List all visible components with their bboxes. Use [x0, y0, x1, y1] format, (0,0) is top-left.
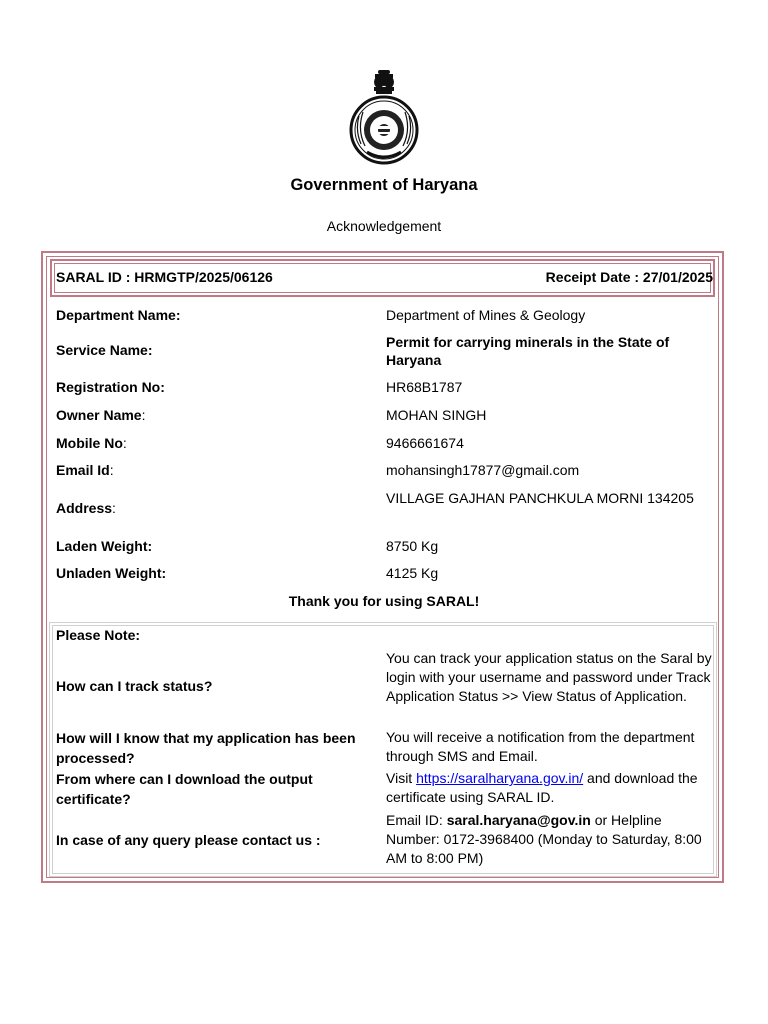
- faq-question-processed: How will I know that my application has been processed?: [56, 730, 356, 766]
- laden-weight-value: 8750 Kg: [386, 538, 439, 554]
- faq-answer-contact: Email ID: saral.haryana@gov.in or Helpline Number: 0172-3968400 (Monday to Saturday, 8:00 AM to 8:00 PM): [386, 812, 702, 866]
- contact-email: saral.haryana@gov.in: [446, 812, 591, 828]
- saral-id: SARAL ID : HRMGTP/2025/06126: [56, 269, 273, 285]
- page-subtitle: Acknowledgement: [326, 218, 442, 234]
- mobile-value: 9466661674: [386, 435, 464, 451]
- service-label: Service Name:: [56, 342, 153, 358]
- mobile-label: Mobile No:: [56, 435, 127, 451]
- department-label: Department Name:: [56, 307, 181, 323]
- note-title: Please Note:: [56, 627, 141, 643]
- saral-website-link[interactable]: https://saralharyana.gov.in/: [416, 770, 584, 786]
- faq-answer-track: You can track your application status on the Saral by login with your username and password under Track Application Status >> View Status of Application.: [386, 650, 712, 704]
- owner-label: Owner Name:: [56, 407, 146, 423]
- email-label: Email Id:: [56, 462, 114, 478]
- faq-question-download: From where can I download the output certificate?: [56, 771, 313, 807]
- address-label: Address:: [56, 500, 116, 516]
- thank-you-message: Thank you for using SARAL!: [288, 593, 480, 609]
- service-value: Permit for carrying minerals in the State of Haryana: [386, 334, 670, 368]
- unladen-weight-label: Unladen Weight:: [56, 565, 167, 581]
- registration-label: Registration No:: [56, 379, 165, 395]
- page-title: Government of Haryana: [290, 176, 478, 194]
- laden-weight-label: Laden Weight:: [56, 538, 153, 554]
- owner-value: MOHAN SINGH: [386, 407, 487, 423]
- receipt-date: Receipt Date : 27/01/2025: [545, 269, 713, 285]
- haryana-emblem-icon: [345, 68, 423, 168]
- email-value: mohansingh17877@gmail.com: [386, 462, 580, 478]
- faq-answer-download: Visit https://saralharyana.gov.in/ and download the certificate using SARAL ID.: [386, 770, 698, 805]
- address-value: VILLAGE GAJHAN PANCHKULA MORNI 134205: [386, 490, 694, 506]
- department-value: Department of Mines & Geology: [386, 307, 586, 323]
- registration-value: HR68B1787: [386, 379, 463, 395]
- faq-question-track: How can I track status?: [56, 678, 213, 694]
- faq-answer-processed: You will receive a notification from the department through SMS and Email.: [386, 729, 695, 764]
- unladen-weight-value: 4125 Kg: [386, 565, 439, 581]
- faq-question-contact: In case of any query please contact us :: [56, 832, 321, 848]
